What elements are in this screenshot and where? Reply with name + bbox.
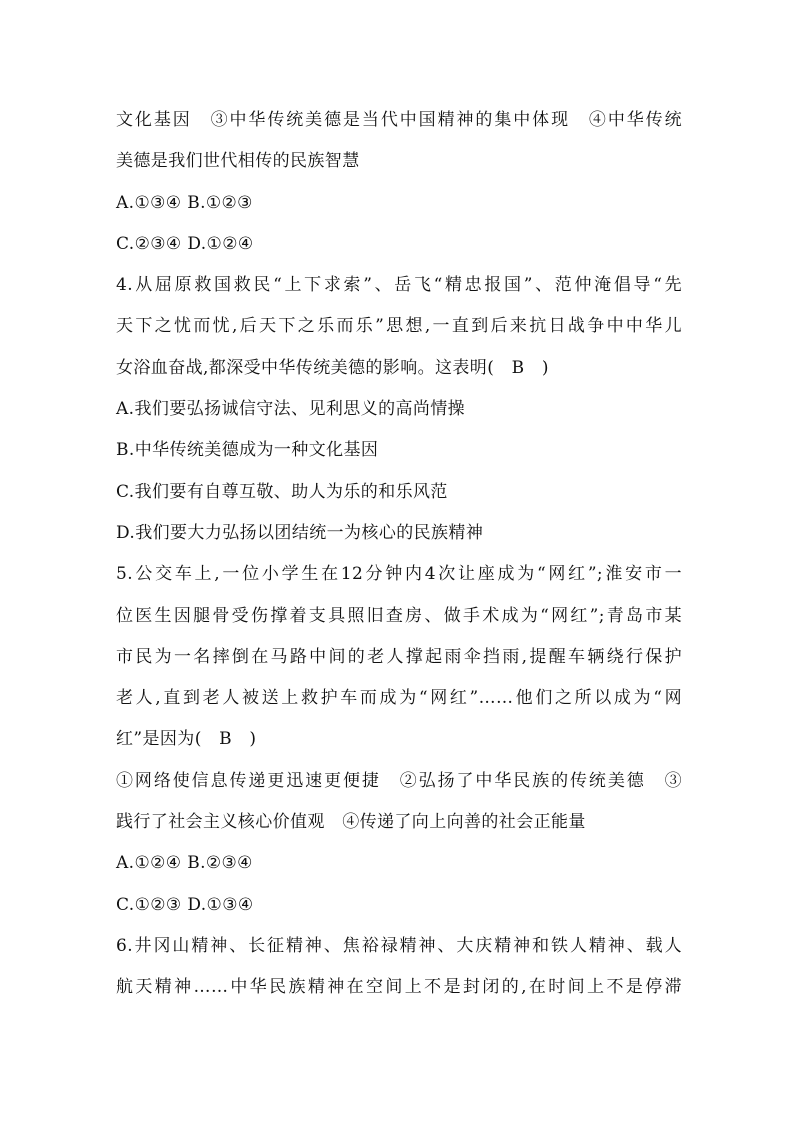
document-body <box>116 100 682 1009</box>
question-5-text: 老人,直到老人被送上救护车而成为“网红”……他们之所以成为“网 <box>116 688 682 709</box>
question-5-text: 5.公交车上,一位小学生在12分钟内4次让座成为“网红”;淮安市一 <box>116 564 682 585</box>
question-5-text: 红”是因为( B ) <box>116 729 257 750</box>
answer-options-line: A.①③④ B.①②③ <box>116 192 253 213</box>
question-4-option-c: C.我们要有自尊互敬、助人为乐的和乐风范 <box>116 481 448 502</box>
text-line: 美德是我们世代相传的民族智慧 <box>116 151 360 172</box>
answer-options-line: A.①②④ B.②③④ <box>116 853 253 874</box>
question-4-text: 女浴血奋战,都深受中华传统美德的影响。这表明( B ) <box>116 357 549 378</box>
question-6-text: 6.井冈山精神、长征精神、焦裕禄精神、大庆精神和铁人精神、载人 <box>116 935 682 956</box>
question-4-option-b: B.中华传统美德成为一种文化基因 <box>116 440 379 461</box>
question-6-text: 航天精神……中华民族精神在空间上不是封闭的,在时间上不是停滞 <box>116 977 682 998</box>
text-line: 文化基因 ③中华传统美德是当代中国精神的集中体现 ④中华传统 <box>116 110 682 130</box>
question-5-text: 位医生因腿骨受伤撑着支具照旧查房、做手术成为“网红”;青岛市某 <box>116 605 682 626</box>
question-4-option-d: D.我们要大力弘扬以团结统一为核心的民族精神 <box>116 522 484 543</box>
question-5-text: 市民为一名摔倒在马路中间的老人撑起雨伞挡雨,提醒车辆绕行保护 <box>116 646 682 667</box>
question-4-option-a: A.我们要弘扬诚信守法、见利思义的高尚情操 <box>116 399 466 420</box>
question-4-text: 4.从屈原救国救民“上下求索”、岳飞“精忠报国”、范仲淹倡导“先 <box>116 275 682 296</box>
question-5-statements: ①网络使信息传递更迅速更便捷 ②弘扬了中华民族的传统美德 ③ <box>116 770 682 791</box>
answer-options-line: C.②③④ D.①②④ <box>116 233 254 254</box>
answer-options-line: C.①②③ D.①③④ <box>116 894 254 915</box>
question-4-text: 天下之忧而忧,后天下之乐而乐”思想,一直到后来抗日战争中中华儿 <box>116 316 682 337</box>
question-5-statements: 践行了社会主义核心价值观 ④传递了向上向善的社会正能量 <box>116 812 586 833</box>
